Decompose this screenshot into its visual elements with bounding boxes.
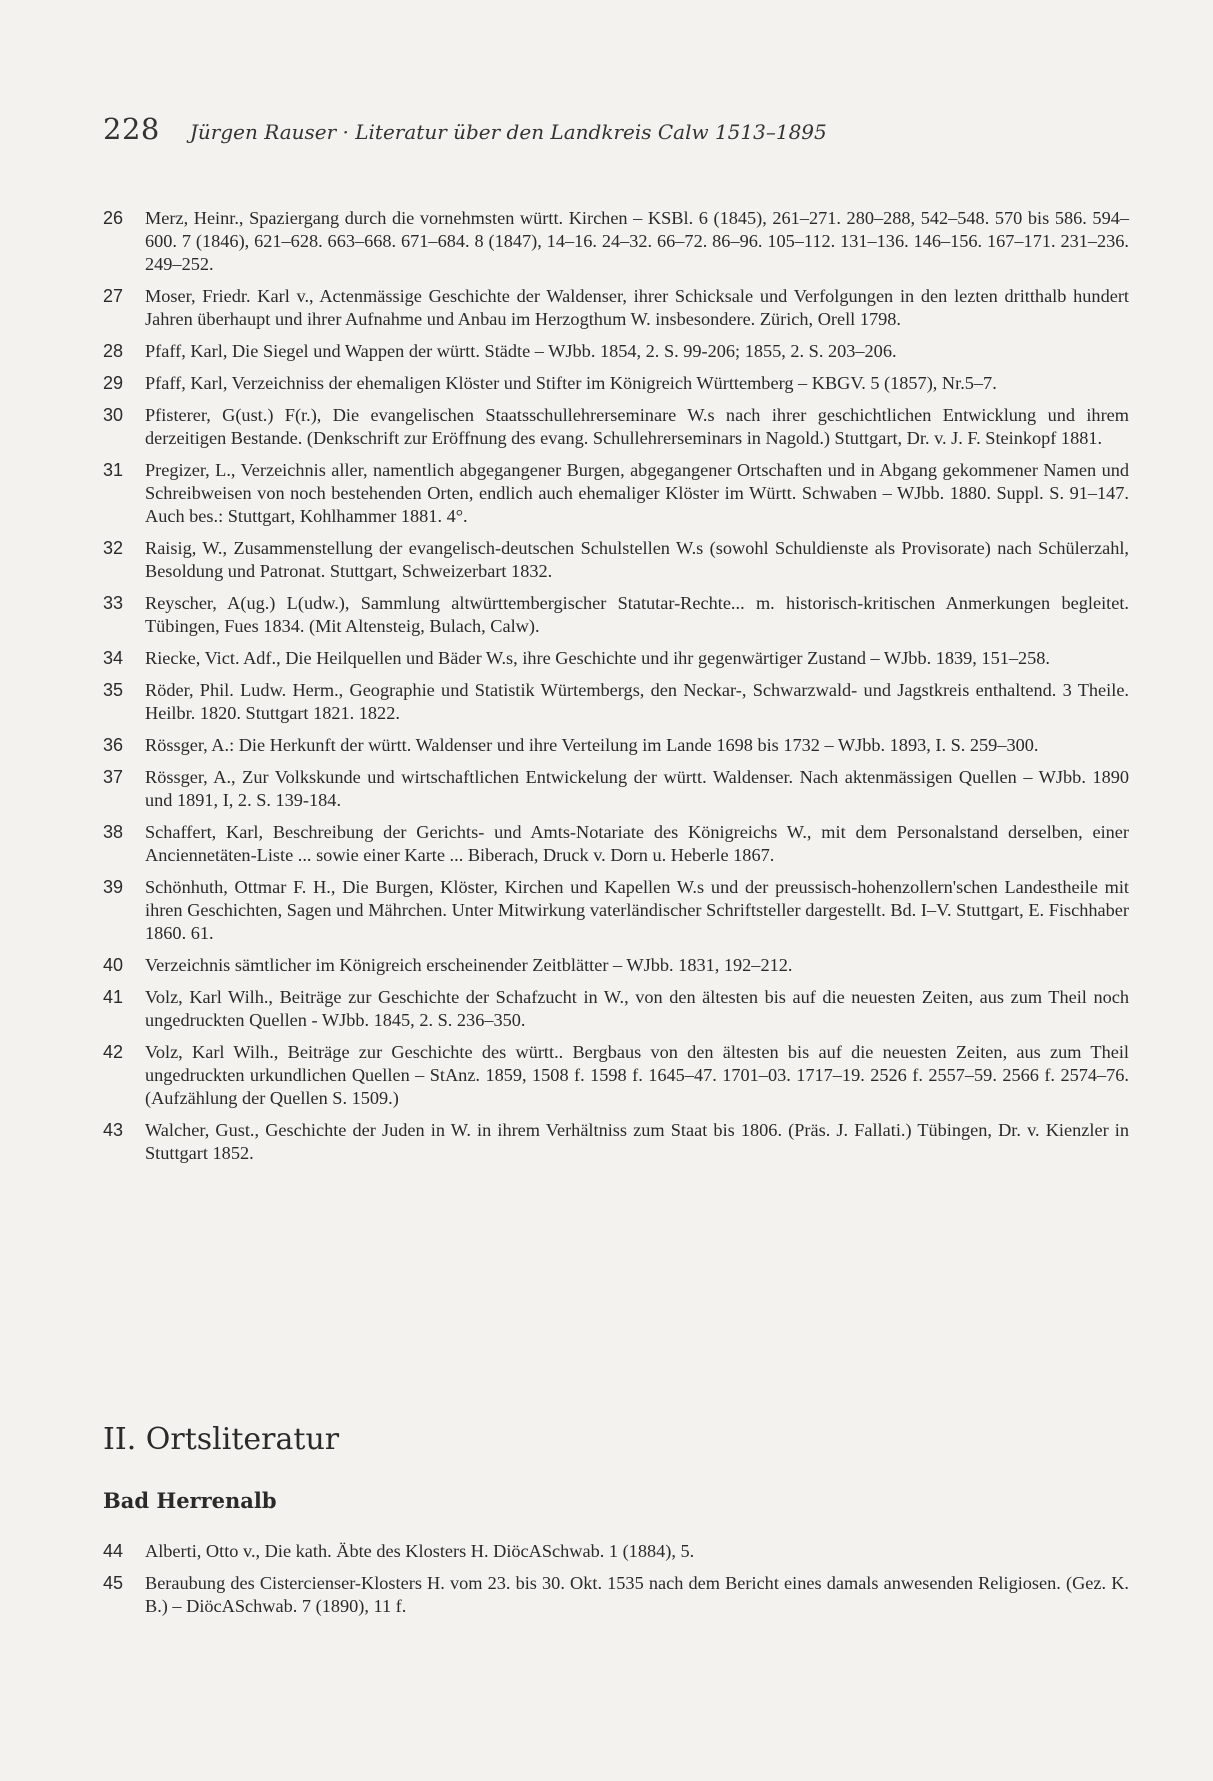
entry-number: 26: [103, 208, 124, 228]
bibliography-entry: [103, 537, 1129, 583]
bibliography-entry: [103, 459, 1129, 528]
bibliography-entry: [103, 340, 1129, 363]
entry-text: Verzeichnis sämtlicher im Königreich erscheinender Zeitblätter – WJbb. 1831, 192–212.: [145, 955, 793, 975]
bibliography-list-local: [103, 1540, 1129, 1627]
entry-number: 42: [103, 1042, 124, 1062]
entry-text: Pfaff, Karl, Verzeichniss der ehemaligen Klöster und Stifter im Königreich Württemberg – KBGV. 5 (1857), Nr.5–7.: [145, 373, 997, 393]
bibliography-entry: [103, 734, 1129, 757]
entry-text: Beraubung des Cistercienser-Klosters H. vom 23. bis 30. Okt. 1535 nach dem Bericht eines damals anwesenden Religiosen. (Gez. K. B.) – DiöcASchwab. 7 (1890), 11 f.: [145, 1573, 1129, 1616]
bibliography-entry: [103, 821, 1129, 867]
entry-number: 29: [103, 373, 124, 393]
entry-text: Alberti, Otto v., Die kath. Äbte des Klosters H. DiöcASchwab. 1 (1884), 5.: [145, 1541, 695, 1561]
section-heading: II. Ortsliteratur: [103, 1422, 340, 1457]
entry-number: 36: [103, 735, 124, 755]
bibliography-entry: [103, 1119, 1129, 1165]
bibliography-entry: [103, 647, 1129, 670]
entry-number: 31: [103, 460, 124, 480]
bibliography-entry: [103, 679, 1129, 725]
entry-text: Riecke, Vict. Adf., Die Heilquellen und Bäder W.s, ihre Geschichte und ihr gegenwärtiger Zustand – WJbb. 1839, 151–258.: [145, 648, 1050, 668]
subsection-heading: Bad Herrenalb: [103, 1488, 277, 1513]
entry-number: 28: [103, 341, 124, 361]
entry-text: Volz, Karl Wilh., Beiträge zur Geschichte der Schafzucht in W., von den ältesten bis auf die neuesten Zeiten, aus zum Theil noch ungedruckten Quellen - WJbb. 1845, 2. S. 236–350.: [145, 987, 1129, 1030]
entry-number: 43: [103, 1120, 124, 1140]
entry-text: Reyscher, A(ug.) L(udw.), Sammlung altwürttembergischer Statutar-Rechte... m. historisch-kritischen Anmerkungen begleitet. Tübingen, Fues 1834. (Mit Altensteig, Bulach, Calw).: [145, 593, 1129, 636]
entry-text: Merz, Heinr., Spaziergang durch die vornehmsten württ. Kirchen – KSBl. 6 (1845), 261–271. 280–288, 542–548. 570 bis 586. 594–600. 7 (1846), 621–628. 663–668. 671–684. 8 (1847), 14–16. 24–32. 66–72. 86–96. 105–112. 131–136. 146–156. 167–171. 231–236. 249–252.: [145, 208, 1129, 274]
bibliography-entry: [103, 372, 1129, 395]
entry-text: Rössger, A.: Die Herkunft der württ. Waldenser und ihre Verteilung im Lande 1698 bis 1732 – WJbb. 1893, I. S. 259–300.: [145, 735, 1039, 755]
page-number: 228: [103, 112, 160, 146]
running-head: [103, 112, 1113, 152]
entry-text: Schönhuth, Ottmar F. H., Die Burgen, Klöster, Kirchen und Kapellen W.s und der preussisch-hohenzollern'schen Landestheile mit ihren Geschichten, Sagen und Mährchen. Unter Mitwirkung vaterländischer Schriftsteller dargestellt. Bd. I–V. Stuttgart, E. Fischhaber 1860. 61.: [145, 877, 1129, 943]
entry-text: Röder, Phil. Ludw. Herm., Geographie und Statistik Würtembergs, den Neckar-, Schwarzwald- und Jagstkreis enthaltend. 3 Theile. Heilbr. 1820. Stuttgart 1821. 1822.: [145, 680, 1129, 723]
entry-number: 32: [103, 538, 124, 558]
entry-number: 45: [103, 1573, 124, 1593]
entry-number: 33: [103, 593, 124, 613]
entry-number: 39: [103, 877, 124, 897]
bibliography-list: [103, 207, 1129, 1174]
entry-text: Schaffert, Karl, Beschreibung der Gerichts- und Amts-Notariate des Königreichs W., mit dem Personalstand derselben, einer Anciennetäten-Liste ... sowie einer Karte ... Biberach, Druck v. Dorn u. Heberle 1867.: [145, 822, 1129, 865]
bibliography-entry: [103, 876, 1129, 945]
bibliography-entry: [103, 592, 1129, 638]
entry-number: 34: [103, 648, 124, 668]
entry-number: 30: [103, 405, 124, 425]
entry-text: Pfaff, Karl, Die Siegel und Wappen der württ. Städte – WJbb. 1854, 2. S. 99-206; 1855, 2. S. 203–206.: [145, 341, 897, 361]
bibliography-entry: [103, 1572, 1129, 1618]
bibliography-entry: [103, 285, 1129, 331]
bibliography-entry: [103, 954, 1129, 977]
entry-text: Walcher, Gust., Geschichte der Juden in W. in ihrem Verhältniss zum Staat bis 1806. (Präs. J. Fallati.) Tübingen, Dr. v. Kienzler in Stuttgart 1852.: [145, 1120, 1129, 1163]
entry-number: 35: [103, 680, 124, 700]
entry-number: 27: [103, 286, 124, 306]
entry-number: 38: [103, 822, 124, 842]
entry-text: Rössger, A., Zur Volkskunde und wirtschaftlichen Entwickelung der württ. Waldenser. Nach aktenmässigen Quellen – WJbb. 1890 und 1891, I, 2. S. 139-184.: [145, 767, 1129, 810]
entry-number: 44: [103, 1541, 124, 1561]
bibliography-entry: [103, 404, 1129, 450]
entry-text: Pfisterer, G(ust.) F(r.), Die evangelischen Staatsschullehrerseminare W.s nach ihrer geschichtlichen Entwicklung und ihrem derzeitigen Bestande. (Denkschrift zur Eröffnung des evang. Schullehrerseminars in Nagold.) Stuttgart, Dr. v. J. F. Steinkopf 1881.: [145, 405, 1129, 448]
entry-text: Volz, Karl Wilh., Beiträge zur Geschichte des württ.. Bergbaus von den ältesten bis auf die neuesten Zeiten, aus zum Theil ungedruckten urkundlichen Quellen – StAnz. 1859, 1508 f. 1598 f. 1645–47. 1701–03. 1717–19. 2526 f. 2557–59. 2566 f. 2574–76. (Aufzählung der Quellen S. 1509.): [145, 1042, 1129, 1108]
entry-number: 40: [103, 955, 124, 975]
entry-number: 41: [103, 987, 124, 1007]
bibliography-entry: [103, 986, 1129, 1032]
entry-number: 37: [103, 767, 124, 787]
bibliography-entry: [103, 1540, 1129, 1563]
bibliography-entry: [103, 207, 1129, 276]
entry-text: Moser, Friedr. Karl v., Actenmässige Geschichte der Waldenser, ihrer Schicksale und Verfolgungen in den lezten dritthalb hundert Jahren überhaupt und ihrer Aufnahme und Anbau im Herzogthum W. insbesondere. Zürich, Orell 1798.: [145, 286, 1129, 329]
bibliography-entry: [103, 1041, 1129, 1110]
entry-text: Pregizer, L., Verzeichnis aller, namentlich abgegangener Burgen, abgegangener Ortschaften und in Abgang gekommener Namen und Schreibweisen von noch bestehenden Orten, endlich auch ehemaliger Klöster im Württ. Schwaben – WJbb. 1880. Suppl. S. 91–147. Auch bes.: Stuttgart, Kohlhammer 1881. 4°.: [145, 460, 1129, 526]
entry-text: Raisig, W., Zusammenstellung der evangelisch-deutschen Schulstellen W.s (sowohl Schuldienste als Provisorate) nach Schülerzahl, Besoldung und Patronat. Stuttgart, Schweizerbart 1832.: [145, 538, 1129, 581]
bibliography-entry: [103, 766, 1129, 812]
running-title: Jürgen Rauser · Literatur über den Landkreis Calw 1513–1895: [189, 120, 827, 144]
